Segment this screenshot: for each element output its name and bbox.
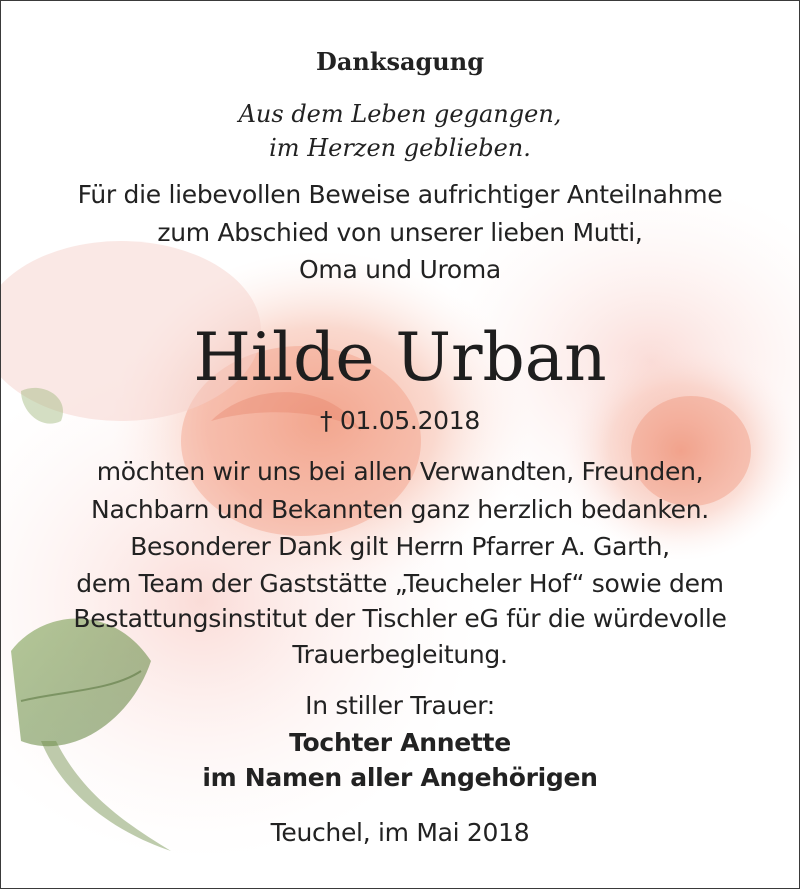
body-line-3: Besonderer Dank gilt Herrn Pfarrer A. Garth, — [130, 532, 670, 561]
deceased-name: Hilde Urban — [193, 319, 607, 396]
body-line-4: dem Team der Gaststätte „Teucheler Hof“ sowie dem — [76, 569, 724, 598]
intro-line-3: Oma und Uroma — [299, 255, 501, 284]
body-line-1: möchten wir uns bei allen Verwandten, Freunden, — [96, 457, 704, 486]
mourning-label: In stiller Trauer: — [305, 691, 495, 720]
notice-heading: Danksagung — [316, 47, 484, 76]
body-line-2: Nachbarn und Bekannten ganz herzlich bedanken. — [91, 495, 709, 524]
intro-line-2: zum Abschied von unserer lieben Mutti, — [157, 218, 643, 247]
signatory-line-2: im Namen aller Angehörigen — [202, 763, 598, 792]
body-line-5: Bestattungsinstitut der Tischler eG für die würdevolle — [73, 604, 727, 633]
motto-line-2: im Herzen geblieben. — [269, 134, 531, 162]
motto-line-1: Aus dem Leben gegangen, — [238, 100, 562, 128]
intro-line-1: Für die liebevollen Beweise aufrichtiger Anteilnahme — [77, 180, 723, 209]
signatory-line-1: Tochter Annette — [289, 728, 511, 757]
death-date: † 01.05.2018 — [320, 406, 480, 435]
body-line-6: Trauerbegleitung. — [292, 640, 508, 669]
place-date: Teuchel, im Mai 2018 — [270, 818, 530, 847]
